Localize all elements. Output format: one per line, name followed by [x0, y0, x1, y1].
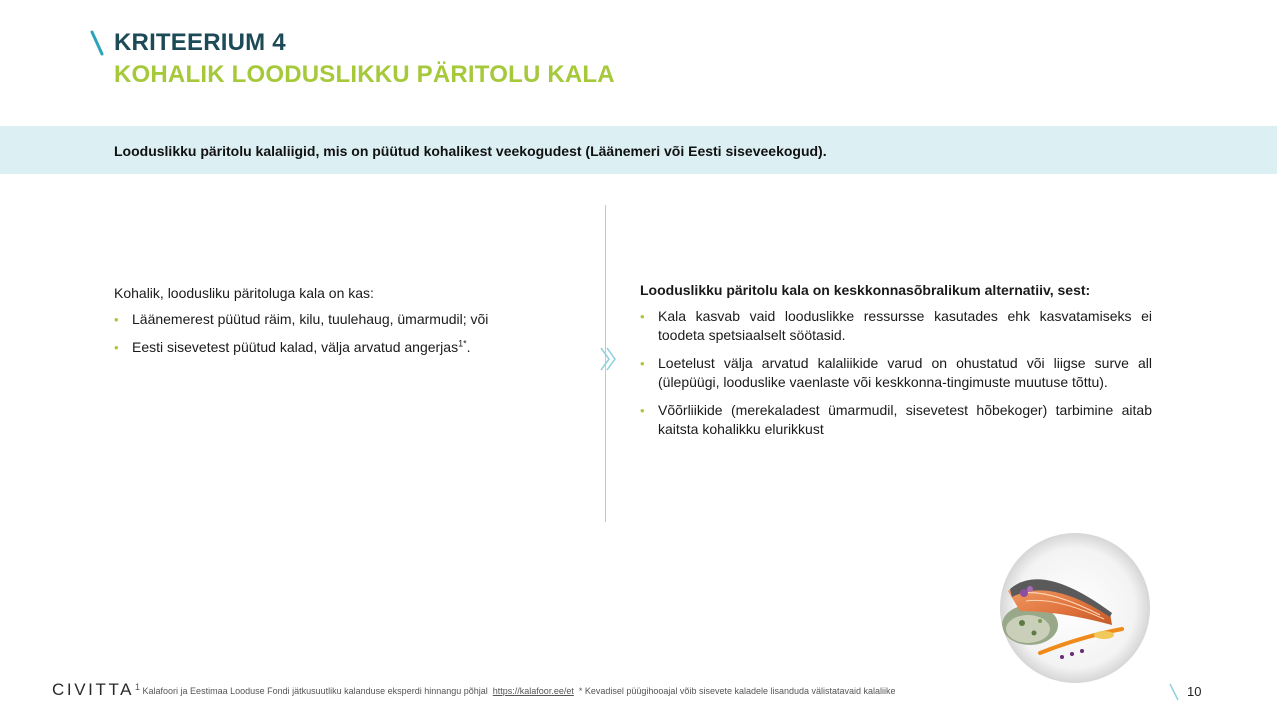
- bullet-icon: •: [640, 403, 645, 418]
- footnote-text: Kalafoori ja Eestimaa Looduse Fondi jätkusuutliku kalanduse eksperdi hinnangu põhjal: [142, 686, 488, 696]
- footnote-mark: 1: [135, 682, 141, 692]
- list-item: [640, 354, 1152, 392]
- list-item: [640, 401, 1152, 439]
- list-item-text: Eesti sisevetest püütud kalad, välja arvatud angerjas: [132, 339, 459, 355]
- left-list: [114, 310, 584, 357]
- list-item-text: Võõrliikide (merekaladest ümarmudil, sisevetest hõbekoger) tarbimine aitab kaitsta kohalikku elurikkust: [658, 402, 1152, 437]
- left-lead: Kohalik, loodusliku päritoluga kala on kas:: [114, 285, 374, 301]
- bullet-icon: •: [114, 340, 119, 355]
- left-column: [114, 284, 584, 366]
- list-item: [114, 310, 584, 329]
- footnote-ref: 1*: [458, 338, 467, 349]
- page-slash-icon: [1168, 682, 1180, 702]
- list-item-text: Läänemerest püütud räim, kilu, tuulehaug, ümarmudil; või: [132, 311, 489, 327]
- list-item: [640, 307, 1152, 345]
- footnote-note: * Kevadisel püügihooajal võib sisevete kaladele lisanduda välistatavaid kalaliike: [578, 686, 896, 696]
- title-slash-icon: [90, 30, 104, 56]
- page-title: KRITEERIUM 4: [114, 29, 286, 56]
- civitta-logo: CIVITTA: [52, 680, 135, 699]
- right-lead: Looduslikku päritolu kala on keskkonnasõbralikum alternatiiv, sest:: [640, 282, 1091, 298]
- bullet-icon: •: [640, 356, 645, 371]
- right-column: [640, 281, 1152, 448]
- bullet-icon: •: [640, 309, 645, 324]
- list-item-end: .: [466, 339, 471, 355]
- list-item-text: Loetelust välja arvatud kalaliikide varud on ohustatud või liigse surve all (ülepüügi, looduslike vaenlaste või keskkonna-tingimuste muutuse tõttu).: [658, 355, 1152, 390]
- list-item-text: Kala kasvab vaid looduslikke ressursse kasutades ehk kasvatamiseks ei toodeta spetsiaalselt söötasid.: [658, 308, 1152, 343]
- fish-dish-image: [1000, 533, 1150, 683]
- chevron-right-icon: [598, 346, 618, 372]
- footnote: [135, 682, 896, 696]
- kalafoor-link[interactable]: https://kalafoor.ee/et: [492, 686, 574, 696]
- page-number: 10: [1187, 684, 1202, 699]
- list-item: [114, 338, 584, 357]
- right-list: [640, 307, 1152, 439]
- definition-text: Looduslikku päritolu kalaliigid, mis on püütud kohalikest veekogudest (Läänemeri või Eesti siseveekogud).: [114, 143, 827, 159]
- bullet-icon: •: [114, 312, 119, 327]
- page-subtitle: KOHALIK LOODUSLIKKU PÄRITOLU KALA: [114, 61, 615, 88]
